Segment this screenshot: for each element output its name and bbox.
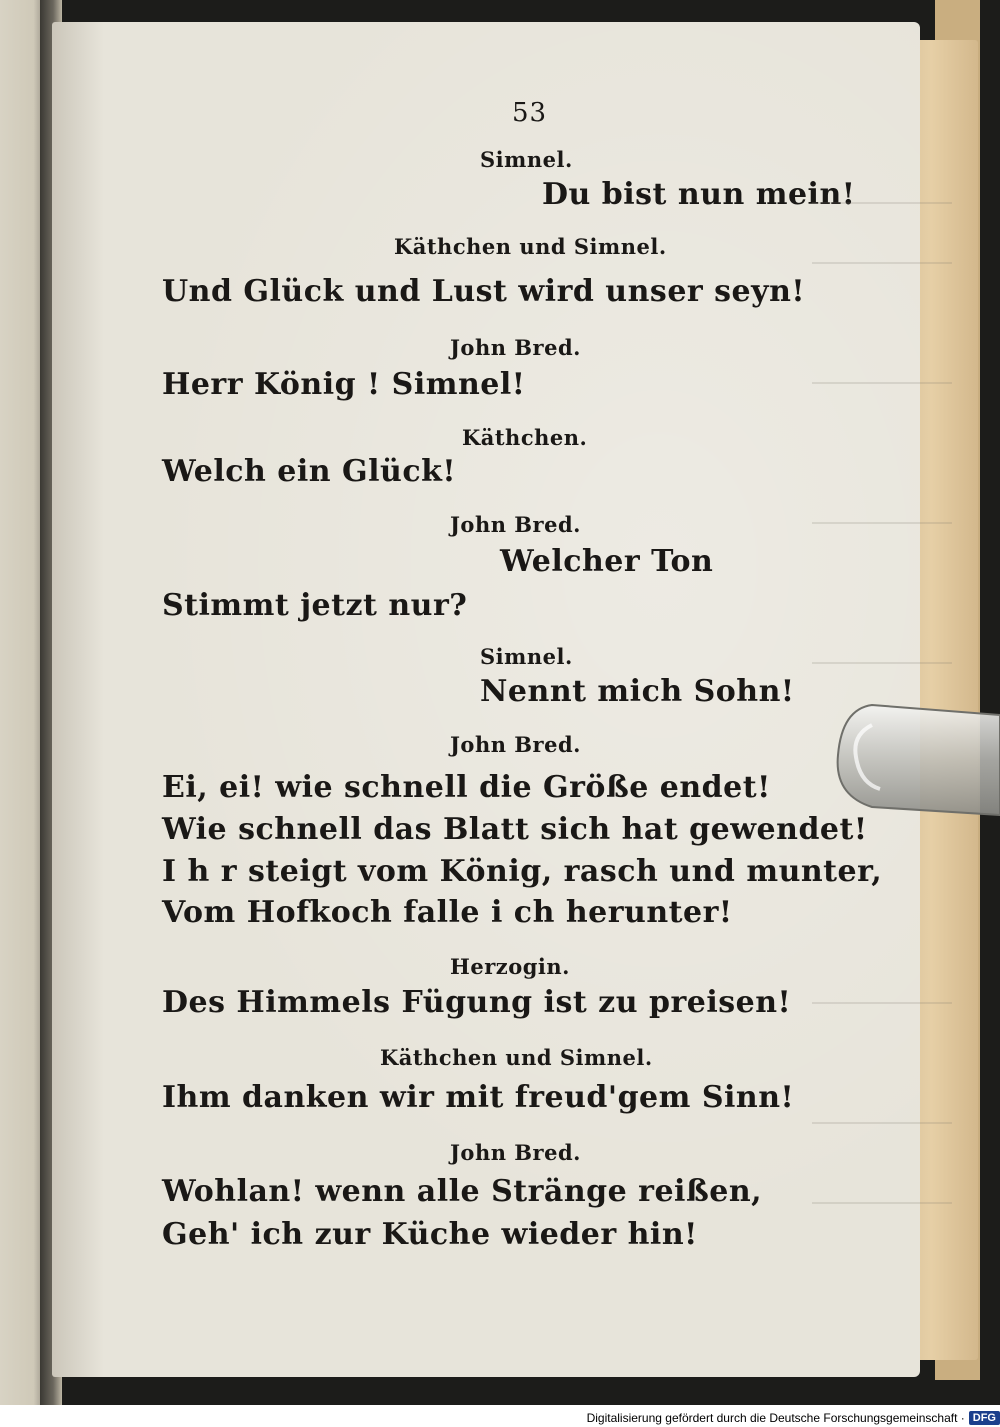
- dfg-logo: DFG: [969, 1411, 1000, 1425]
- show-through-line: [812, 1122, 952, 1124]
- verse-line: Welch ein Glück!: [162, 454, 457, 489]
- verse-line: I h r steigt vom König, rasch und munter,: [162, 854, 883, 889]
- verse-line: Nennt mich Sohn!: [480, 674, 795, 709]
- speaker-line: John Bred.: [450, 512, 581, 537]
- verse-line: Ihm danken wir mit freud'gem Sinn!: [162, 1080, 795, 1115]
- verse-line: Du bist nun mein!: [542, 177, 856, 212]
- verse-line: Des Himmels Fügung ist zu preisen!: [162, 985, 792, 1020]
- verse-line: Herr König ! Simnel!: [162, 367, 526, 402]
- page-number: 53: [512, 98, 548, 128]
- show-through-line: [812, 262, 952, 264]
- speaker-line: Käthchen und Simnel.: [380, 1045, 653, 1070]
- book-page: [52, 22, 920, 1377]
- verse-line: Stimmt jetzt nur?: [162, 588, 468, 623]
- speaker-line: John Bred.: [450, 335, 581, 360]
- speaker-line: John Bred.: [450, 1140, 581, 1165]
- show-through-line: [812, 522, 952, 524]
- digitization-footer: [587, 1408, 1000, 1427]
- show-through-line: [812, 1202, 952, 1204]
- verse-line: Wohlan! wenn alle Stränge reißen,: [162, 1174, 763, 1209]
- verse-line: Vom Hofkoch falle i ch herunter!: [162, 895, 733, 930]
- verse-line: Wie schnell das Blatt sich hat gewendet!: [162, 812, 868, 847]
- speaker-line: Herzogin.: [450, 954, 570, 979]
- speaker-line: Käthchen und Simnel.: [394, 234, 667, 259]
- speaker-line: John Bred.: [450, 732, 581, 757]
- speaker-line: Simnel.: [480, 644, 573, 669]
- verse-line: Und Glück und Lust wird unser seyn!: [162, 274, 806, 309]
- speaker-line: Käthchen.: [462, 425, 588, 450]
- page-clip-icon: [832, 695, 1000, 835]
- verse-line: Geh' ich zur Küche wieder hin!: [162, 1217, 698, 1252]
- verse-line: Welcher Ton: [500, 544, 714, 579]
- verse-line: Ei, ei! wie schnell die Größe endet!: [162, 770, 771, 805]
- speaker-line: Simnel.: [480, 147, 573, 172]
- show-through-line: [812, 202, 952, 204]
- footer-credit: Digitalisierung gefördert durch die Deutsche Forschungsgemeinschaft ·: [586, 1410, 965, 1425]
- show-through-line: [812, 1002, 952, 1004]
- show-through-line: [812, 662, 952, 664]
- show-through-line: [812, 382, 952, 384]
